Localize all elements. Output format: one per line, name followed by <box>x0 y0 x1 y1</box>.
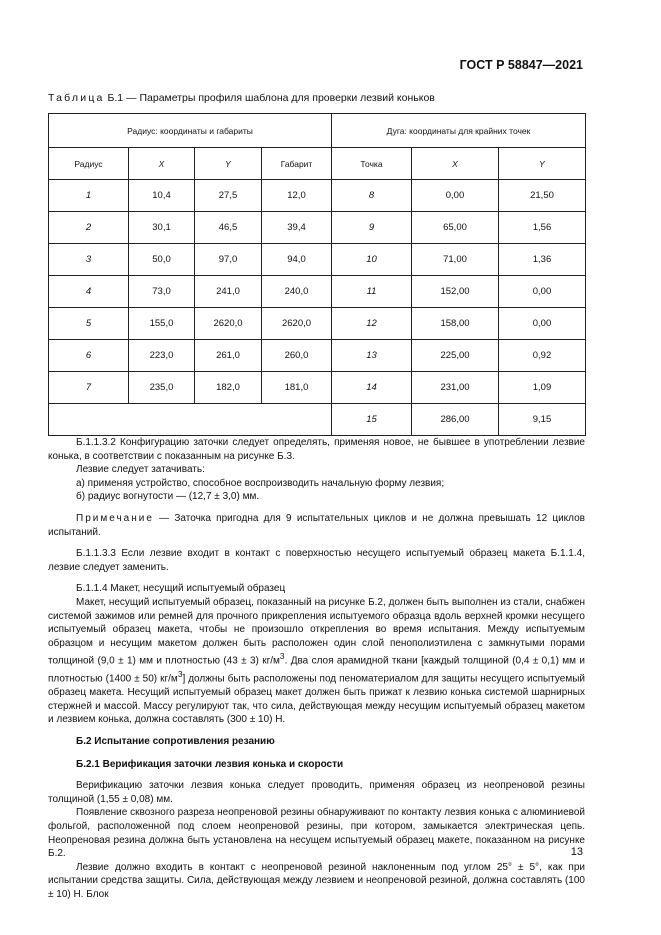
table-cell: 10 <box>332 244 412 276</box>
table-cell: 261,0 <box>195 340 262 372</box>
table-cell: 21,50 <box>499 180 586 212</box>
table-cell: 15 <box>332 404 412 436</box>
note-text: — Заточка пригодна для 9 испытательных циклов и не должна превышать 12 циклов испытаний. <box>48 512 585 538</box>
table-cell: 0,92 <box>499 340 586 372</box>
table-cell: 158,00 <box>412 308 499 340</box>
table-cell: 5 <box>49 308 129 340</box>
table-cell: 65,00 <box>412 212 499 244</box>
table-cell: 2620,0 <box>195 308 262 340</box>
table-cell: 0,00 <box>412 180 499 212</box>
table-cell: 97,0 <box>195 244 262 276</box>
mockup-text-3: ] должны быть расположены под пеноматериалом для защиты несущего испытуемый образец макета. Несущий испытуемый образец макет должен быть прижат к лезвию конька системой шарнирных стержней и массой. Массу регулируют так, что сила, действующая между несущим испытуемый образец макетом и лезвием конька, должна составлять (300 ± 10) Н. <box>48 673 586 726</box>
table-row <box>49 340 586 372</box>
column-header: Радиус <box>49 148 129 180</box>
table-cell: 9,15 <box>499 404 586 436</box>
group-header-radius: Радиус: координаты и габариты <box>49 114 332 148</box>
table-cell: 0,00 <box>499 308 586 340</box>
table-cell: 1,56 <box>499 212 586 244</box>
table-cell: 11 <box>332 276 412 308</box>
column-header: X <box>412 148 499 180</box>
table-cell: 13 <box>332 340 412 372</box>
column-header: Точка <box>332 148 412 180</box>
group-header-arc: Дуга: координаты для крайних точек <box>332 114 586 148</box>
column-header: Y <box>499 148 586 180</box>
table-cell: 231,00 <box>412 372 499 404</box>
table-cell: 182,0 <box>195 372 262 404</box>
verification-text: Верификацию заточки лезвия конька следует проводить, применяя образец из неопреновой резины толщиной (1,55 ± 0,08) мм. <box>48 780 585 805</box>
note-label: Примечание <box>76 512 154 524</box>
table-cell: 223,0 <box>129 340 195 372</box>
table-cell: 155,0 <box>129 308 195 340</box>
table-cell: 27,5 <box>195 180 262 212</box>
table-cell: 181,0 <box>262 372 332 404</box>
section-b21-heading: Б.2.1 Верификация заточки лезвия конька и скорости <box>76 758 344 770</box>
blade-contact-text: Лезвие должно входить в контакт с неопреновой резиной наклоненным под углом 25° ± 5°, как при испытании средства защиты. Сила, действующая между лезвием и неопреновой резиной, должна составлять (100 ± 10) Н. Блок <box>48 861 585 900</box>
table-caption <box>48 92 435 104</box>
note <box>48 512 585 539</box>
table-cell: 30,1 <box>129 212 195 244</box>
column-header: Габарит <box>262 148 332 180</box>
table-row <box>49 404 586 436</box>
table-cell: 10,4 <box>129 180 195 212</box>
sharpen-item-b: б) радиус вогнутости — (12,7 ± 3,0) мм. <box>76 491 260 503</box>
table-row <box>49 180 586 212</box>
table-row <box>49 372 586 404</box>
table-cell-empty <box>49 404 332 436</box>
table-cell: 50,0 <box>129 244 195 276</box>
template-profile-table <box>48 113 586 436</box>
clause-b1133: Б.1.1.3.3 Если лезвие входит в контакт с поверхностью несущего испытуемый образец макета Б.1.1.4, лезвие следует заменить. <box>48 548 585 573</box>
sharpen-intro: Лезвие следует затачивать: <box>76 464 205 476</box>
table-cell: 14 <box>332 372 412 404</box>
table-row <box>49 308 586 340</box>
standard-number: ГОСТ Р 58847—2021 <box>459 58 583 72</box>
table-caption-prefix: Таблица <box>48 92 105 104</box>
table-caption-text: Б.1 — Параметры профиля шаблона для проверки лезвий коньков <box>104 92 435 104</box>
table-cell: 241,0 <box>195 276 262 308</box>
table-cell: 152,00 <box>412 276 499 308</box>
sharpen-item-a: а) применяя устройство, способное воспроизводить начальную форму лезвия; <box>76 477 445 489</box>
cut-detection-text: Появление сквозного разреза неопреновой резины обнаруживают по контакту лезвия конька с алюминиевой фольгой, расположенной под слоем неопреновой резины, при котором, замыкается электрическая цепь. Неопреновая резина должна быть установлена на несущем испытуемый образец макете, показанном на рисунке Б.2. <box>48 807 585 860</box>
superscript-3b: 3 <box>177 669 183 680</box>
table-row <box>49 276 586 308</box>
table-cell: 94,0 <box>262 244 332 276</box>
table-row <box>49 212 586 244</box>
table-cell: 260,0 <box>262 340 332 372</box>
body-text <box>48 436 585 901</box>
table-cell: 9 <box>332 212 412 244</box>
table-cell: 1,09 <box>499 372 586 404</box>
table-cell: 39,4 <box>262 212 332 244</box>
table-cell: 4 <box>49 276 129 308</box>
table-cell: 2 <box>49 212 129 244</box>
table-cell: 7 <box>49 372 129 404</box>
table-cell: 8 <box>332 180 412 212</box>
mockup-text-1: Макет, несущий испытуемый образец, показанный на рисунке Б.2, должен быть выполнен из стали, снабжен системой зажимов или ремней для прочного прикрепления испытуемого образца вдоль верхней кромки несущего испытуемый образец макета, чтобы не произошло открепления во время испытания. Между испытуемым образцом и несущим макетом должен быть расположен один слой пенополиэтилена с замкнутыми порами толщиной (9,0 ± 1) мм и плотностью (43 ± 3) кг/м <box>48 596 585 667</box>
table-cell: 46,5 <box>195 212 262 244</box>
table-cell: 235,0 <box>129 372 195 404</box>
table-cell: 0,00 <box>499 276 586 308</box>
table-cell: 1,36 <box>499 244 586 276</box>
column-header: Y <box>195 148 262 180</box>
table-cell: 6 <box>49 340 129 372</box>
table-cell: 3 <box>49 244 129 276</box>
table-cell: 286,00 <box>412 404 499 436</box>
clause-b114-text <box>48 596 585 727</box>
mockup-text-2: . Два слоя арамидной ткани [каждый толщиной (0,4 ± 0,1) мм и плотностью (1400 ± 50) кг/м <box>48 655 585 685</box>
clause-b114-title: Б.1.1.4 Макет, несущий испытуемый образец <box>76 583 286 595</box>
section-b2-heading: Б.2 Испытание сопротивления резанию <box>76 735 275 747</box>
page-number: 13 <box>570 846 583 858</box>
table-cell: 225,00 <box>412 340 499 372</box>
column-header: X <box>129 148 195 180</box>
table-cell: 73,0 <box>129 276 195 308</box>
table-cell: 12,0 <box>262 180 332 212</box>
table-cell: 1 <box>49 180 129 212</box>
superscript-3a: 3 <box>279 651 285 662</box>
table-row <box>49 244 586 276</box>
table-cell: 71,00 <box>412 244 499 276</box>
clause-b1132: Б.1.1.3.2 Конфигурацию заточки следует определять, применяя новое, не бывшее в употреблении лезвие конька, в соответствии с показанным на рисунке Б.3. <box>48 437 585 462</box>
table-cell: 12 <box>332 308 412 340</box>
table-cell: 2620,0 <box>262 308 332 340</box>
table-cell: 240,0 <box>262 276 332 308</box>
